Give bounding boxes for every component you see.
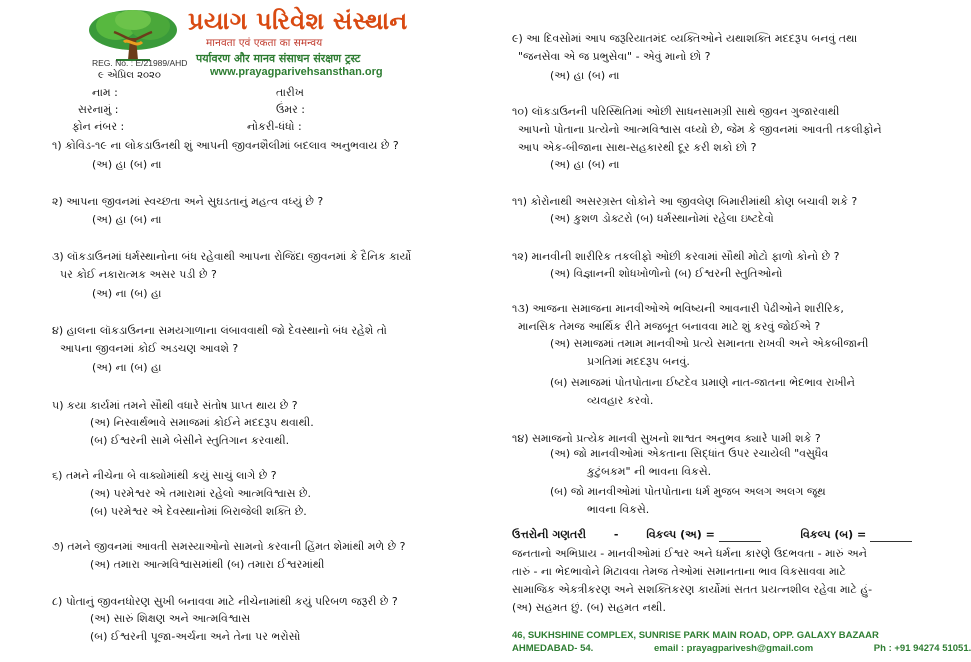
- opinion-line-1: જનતાનો અભિપ્રાય - માનવીઓમાં ઈશ્વર અને ધર્મના કારણે ઉદભવતા - મારું અને: [512, 547, 867, 560]
- question-3-line-2: પર કોઈ નકારાત્મક અસર પડી છે ?: [60, 268, 217, 281]
- question-14-option-b-line-2: ભાવના વિકસે.: [587, 503, 650, 516]
- question-14: ૧૪) સમાજનો પ્રત્યેક માનવી સુખનો શાશ્વત અનુભવ ક્યારે પામી શકે ?: [512, 432, 821, 445]
- question-10-options: (અ) હા (બ) ના: [550, 158, 620, 171]
- question-8: ૮) પોતાનું જીવનધોરણ સુખી બનાવવા માટે નીચેનામાંથી કયું પરિબળ જરૂરી છે ?: [52, 595, 398, 608]
- question-13-line-2: માનસિક તેમજ આર્થિક રીતે મજબૂત બનાવવા માટે શું કરવું જોઈએ ?: [518, 320, 821, 333]
- footer-contact: [512, 643, 971, 654]
- question-9-options: (અ) હા (બ) ના: [550, 69, 620, 82]
- question-6: ૬) તમને નીચેના બે વાક્યોમાંથી કયું સાચું લાગે છે ?: [52, 469, 277, 482]
- question-13-option-b-line-2: વ્યવહાર કરવો.: [587, 394, 654, 407]
- footer-address: 46, SUKHSHINE COMPLEX, SUNRISE PARK MAIN ROAD, OPP. GALAXY BAZAAR: [512, 630, 879, 641]
- question-5-option-b: (બ) ઈશ્વરની સામે બેસીને સ્તુતિગાન કરવાથી.: [90, 434, 290, 447]
- tally-option-a: વિકલ્પ (અ) =: [646, 528, 715, 541]
- question-10-line-1: ૧૦) લૉકડાઉનની પરિસ્થિતિમાં ઓછી સાધનસામગ્રી સાથે જીવન ગુજારવાથી: [512, 105, 840, 118]
- question-7: ૭) તમને જીવનમાં આવતી સમસ્યાઓનો સામનો કરવાની હિંમત શેમાંથી મળે છે ?: [52, 540, 406, 553]
- question-9-line-2: "જનસેવા એ જ પ્રભુસેવા" - એવું માનો છો ?: [518, 50, 711, 63]
- question-3-options: (અ) ના (બ) હા: [92, 287, 162, 300]
- org-title: પ્રયાગ પરિવેશ સંસ્થાન: [188, 6, 408, 35]
- opinion-line-3: સામાજિક એકત્રીકરણ અને સશક્તિકરણ કાર્યોમાં સતત પ્રયત્નશીલ રહેવા માટે હું-: [512, 583, 873, 596]
- question-10-line-3: આપ એક-બીજાના સાથ-સહકારથી દૂર કરી શકો છો ?: [518, 141, 757, 154]
- footer-phone: Ph : +91 94274 51051.: [873, 643, 971, 654]
- question-6-option-a: (અ) પરમેશ્વર એ તમારામાં રહેલો આત્મવિશ્વાસ છે.: [90, 487, 311, 500]
- org-website: www.prayagparivehsansthan.org: [210, 66, 383, 78]
- question-13-line-1: ૧૩) આજના સમાજના માનવીઓએ ભવિષ્યની આવનારી પેઢીઓને શારીરિક,: [512, 302, 844, 315]
- question-10-line-2: આપનો પોતાના પ્રત્યેનો આત્મવિશ્વાસ વધ્યો છે, જેમ કે જીવનમાં આવતી તકલીફોને: [518, 123, 882, 136]
- address-label: સરનામું :: [78, 103, 119, 116]
- question-14-option-a-line-2: કુટુંબકમ" ની ભાવના વિકસે.: [587, 465, 712, 478]
- form-date: ૯ એપ્રિલ ૨૦૨૦: [98, 70, 161, 81]
- question-8-option-b: (બ) ઈશ્વરની પૂજા-અર્ચના અને તેના પર ભરોસો: [90, 630, 301, 643]
- tally-row: [512, 528, 912, 542]
- question-13-option-a-line-2: પ્રગતિમાં મદદરૂપ બનવું.: [587, 355, 690, 368]
- question-9-line-1: ૯) આ દિવસોમાં આપ જરૂરિયાતમંદ વ્યક્તિઓને યથાશક્તિ મદદરૂપ બનવું તથા: [512, 32, 858, 45]
- question-14-option-b-line-1: (બ) જો માનવીઓમાં પોતપોતાના ધર્મ મુજબ અલગ અલગ જૂથ: [550, 485, 826, 498]
- question-2-options: (અ) હા (બ) ના: [92, 213, 162, 226]
- tally-label: ઉત્તરોની ગણતરી: [512, 528, 587, 541]
- question-3-line-1: ૩) લૉકડાઉનમાં ધર્મસ્થાનોના બંધ રહેવાથી આપના રોજિંદા જીવનમાં કે દૈનિક કાર્યો: [52, 250, 412, 263]
- registration-number: REG. No. : E/21989/AHD: [92, 58, 188, 68]
- question-12-options: (અ) વિજ્ઞાનની શોધખોળોનો (બ) ઈશ્વરની સ્તુતિઓનો: [550, 267, 783, 280]
- age-label: ઉંમર :: [276, 103, 305, 116]
- question-7-options: (અ) તમારા આત્મવિશ્વાસમાંથી (બ) તમારા ઈશ્વરમાંથી: [90, 558, 325, 571]
- tally-option-b-blank[interactable]: [870, 530, 912, 542]
- date-label: તારીખ: [276, 86, 304, 99]
- question-4-line-1: ૪) હાલના લૉકડાઉનના સમયગાળાના લંબાવવાથી જો દેવસ્થાનો બંધ રહેશે તો: [52, 324, 387, 337]
- footer-email: email : prayagparivesh@gmail.com: [653, 643, 814, 654]
- question-6-option-b: (બ) પરમેશ્વર એ દેવસ્થાનોમાં બિરાજેલી શક્તિ છે.: [90, 505, 307, 518]
- tally-dash: -: [613, 528, 619, 541]
- org-subtitle: पर्यावरण और मानव संसाधन संरक्षण ट्रस्ट: [196, 52, 361, 65]
- question-13-option-a-line-1: (અ) સમાજમાં તમામ માનવીઓ પ્રત્યે સમાનતા રાખવી અને એકબીજાની: [550, 337, 869, 350]
- question-2: ૨) આપના જીવનમાં સ્વચ્છતા અને સુઘડતાનું મહત્વ વધ્યું છે ?: [52, 195, 324, 208]
- tally-option-a-blank[interactable]: [719, 530, 761, 542]
- question-5-option-a: (અ) નિસ્વાર્થભાવે સમાજમાં કોઈને મદદરૂપ થવાથી.: [90, 416, 314, 429]
- question-13-option-b-line-1: (બ) સમાજમાં પોતપોતાના ઈષ્ટદેવ પ્રમાણે નાત-જાતના ભેદભાવ રાખીને: [550, 376, 855, 389]
- question-12: ૧૨) માનવીની શારીરિક તકલીફો ઓછી કરવામાં સૌથી મોટો ફાળો કોનો છે ?: [512, 250, 840, 263]
- opinion-line-4: (અ) સહમત છું. (બ) સહમત નથી.: [512, 601, 666, 614]
- opinion-line-2: તારું - ના ભેદભાવોને મિટાવવા તેમજ તેઓમાં સમાનતાના ભાવ વિકસાવવા માટે: [512, 565, 846, 578]
- org-tagline: मानवता एवं एकता का समन्वय: [206, 37, 323, 49]
- question-4-line-2: આપના જીવનમાં કોઈ અડચણ આવશે ?: [60, 342, 239, 355]
- question-1: ૧) કોવિડ-૧૯ ના લોકડાઉનથી શું આપની જીવનશૈલીમાં બદલાવ અનુભવાય છે ?: [52, 139, 399, 152]
- phone-label: ફોન નંબર :: [72, 120, 125, 133]
- question-4-options: (અ) ના (બ) હા: [92, 361, 162, 374]
- question-11: ૧૧) કોરોનાથી અસરગ્રસ્ત લોકોને આ જીવલેણ બિમારીમાંથી કોણ બચાવી શકે ?: [512, 195, 858, 208]
- tally-option-b: વિકલ્પ (બ) =: [800, 528, 867, 541]
- job-label: નોકરી-ધંધો :: [247, 120, 302, 133]
- question-11-options: (અ) કુશળ ડોક્ટરો (બ) ધર્મસ્થાનોમાં રહેલા ઇષ્ટદેવો: [550, 212, 774, 225]
- question-1-options: (અ) હા (બ) ના: [92, 158, 162, 171]
- question-8-option-a: (અ) સારું શિક્ષણ અને આત્મવિશ્વાસ: [90, 612, 251, 625]
- question-5: ૫) કયા કાર્યમાં તમને સૌથી વધારે સંતોષ પ્રાપ્ત થાય છે ?: [52, 399, 298, 412]
- name-label: નામ :: [92, 86, 118, 99]
- question-14-option-a-line-1: (અ) જો માનવીઓમાં એકતાના સિદ્ધાંત ઉપર રચાયેલી "વસુધૈવ: [550, 447, 829, 460]
- footer-city: AHMEDABAD- 54.: [512, 643, 594, 654]
